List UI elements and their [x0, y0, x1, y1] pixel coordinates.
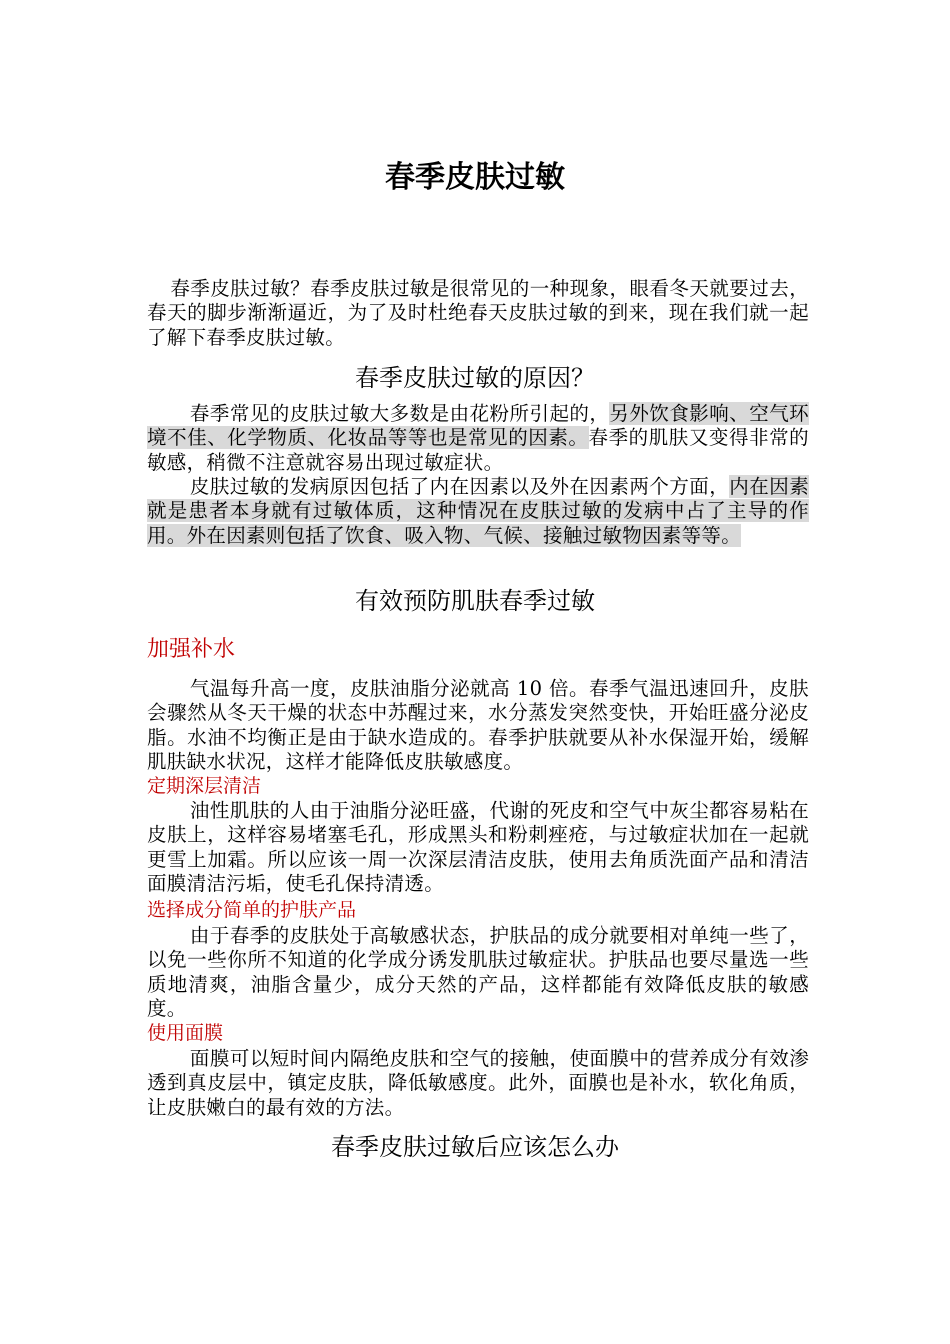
reasons-p2-highlight: 内在因素就是患者本身就有过敏体质，这种情况在皮肤过敏的发病中占了主导的作用。外在因素则包括了饮食、吸入物、气候、接触过敏物因素等等。 [147, 475, 809, 547]
subheading-hydration: 加强补水 [147, 637, 236, 662]
intro-paragraph [147, 277, 809, 350]
face-mask-paragraph: 面膜可以短时间内隔绝皮肤和空气的接触，使面膜中的营养成分有效渗透到真皮层中，镇定皮肤，降低敏感度。此外，面膜也是补水，软化角质，让皮肤嫩白的最有效的方法。 [147, 1047, 809, 1119]
document-title: 春季皮肤过敏 [385, 160, 565, 195]
reasons-p2-text-a: 皮肤过敏的发病原因包括了内在因素以及外在因素两个方面， [189, 475, 730, 498]
reasons-p1-highlight: 另外饮食影响、空气环境不佳、化学物质、化妆品等等也是常见的因素。 [147, 402, 809, 450]
reasons-heading: 春季皮肤过敏的原因？ [355, 364, 595, 392]
after-allergy-heading: 春季皮肤过敏后应该怎么办 [331, 1133, 619, 1161]
prevention-heading: 有效预防肌肤春季过敏 [355, 587, 595, 615]
reasons-p1-text-a: 春季常见的皮肤过敏大多数是由花粉所引起的， [189, 402, 610, 425]
reasons-paragraph-1 [147, 402, 809, 475]
hydration-paragraph: 气温每升高一度，皮肤油脂分泌就高 10 倍。春季气温迅速回升，皮肤会骤然从冬天干燥的状态中苏醒过来，水分蒸发突然变快，开始旺盛分泌皮脂。水油不均衡正是由于缺水造成的。春季护肤就要从补水保湿开始，缓解肌肤缺水状况，这样才能降低皮肤敏感度。 [147, 677, 809, 774]
subheading-simple-products: 选择成分简单的护肤产品 [147, 899, 357, 921]
subheading-face-mask: 使用面膜 [147, 1022, 224, 1044]
intro-text: 春季皮肤过敏？春季皮肤过敏是很常见的一种现象，眼看冬天就要过去，春天的脚步渐渐逼近，为了及时杜绝春天皮肤过敏的到来，现在我们就一起了解下春季皮肤过敏。 [147, 277, 809, 349]
reasons-paragraph-2 [147, 475, 809, 548]
deep-cleansing-paragraph: 油性肌肤的人由于油脂分泌旺盛，代谢的死皮和空气中灰尘都容易粘在皮肤上，这样容易堵塞毛孔，形成黑头和粉刺痤疮，与过敏症状加在一起就更雪上加霜。所以应该一周一次深层清洁皮肤，使用去角质洗面产品和清洁面膜清洁污垢，使毛孔保持清透。 [147, 799, 809, 896]
subheading-deep-cleansing: 定期深层清洁 [147, 775, 262, 797]
simple-products-paragraph: 由于春季的皮肤处于高敏感状态，护肤品的成分就要相对单纯一些了，以免一些你所不知道的化学成分诱发肌肤过敏症状。护肤品也要尽量选一些质地清爽，油脂含量少，成分天然的产品，这样都能有效降低皮肤的敏感度。 [147, 924, 809, 1021]
reasons-p1-text-c: 春季的肌肤又变得非常的敏感，稍微不注意就容易出现过敏症状。 [147, 426, 809, 474]
